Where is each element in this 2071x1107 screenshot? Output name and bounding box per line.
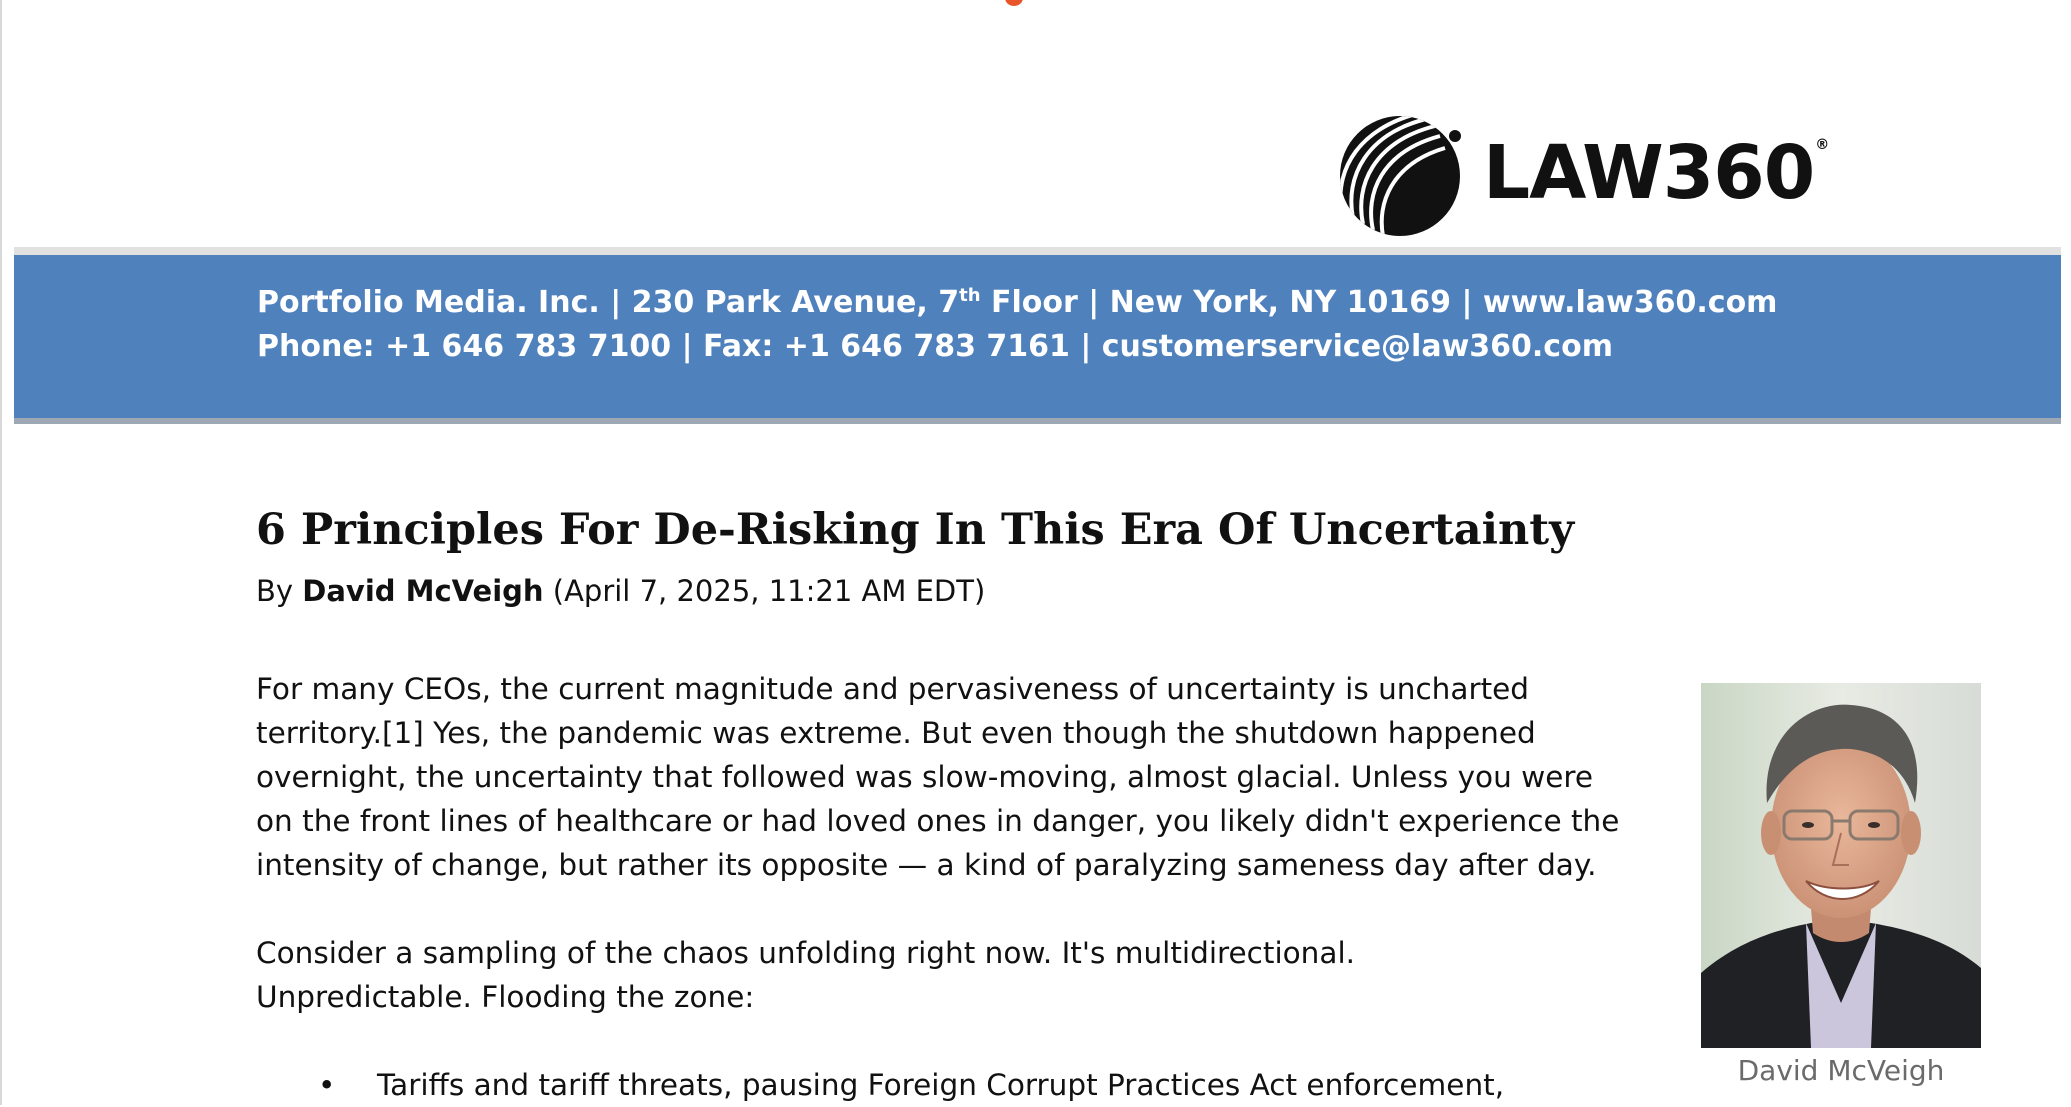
paragraph-line: overnight, the uncertainty that followed was slow-moving, almost glacial. Unless you were bbox=[256, 760, 1594, 794]
article-title: 6 Principles For De-Risking In This Era Of Uncertainty bbox=[256, 505, 1575, 555]
logo-wordmark bbox=[1483, 130, 1829, 216]
address-text-a: Portfolio Media. Inc. | 230 Park Avenue, 7 bbox=[257, 285, 960, 320]
law360-globe-icon bbox=[1335, 108, 1465, 238]
paragraph-line: territory.[1] Yes, the pandemic was extreme. But even though the shutdown happened bbox=[256, 716, 1536, 750]
paragraph-line: on the front lines of healthcare or had loved ones in danger, you likely didn't experience the bbox=[256, 804, 1620, 838]
page-top-fragment bbox=[1005, 0, 1023, 6]
page-edge bbox=[0, 0, 2, 1105]
paragraph-2 bbox=[256, 931, 1355, 1019]
paragraph-line: intensity of change, but rather its opposite — a kind of paralyzing sameness day after day. bbox=[256, 848, 1597, 882]
photo-caption: David McVeigh bbox=[1737, 1054, 1945, 1087]
contact-line-address bbox=[257, 281, 1777, 325]
paragraph-line: Consider a sampling of the chaos unfolding right now. It's multidirectional. bbox=[256, 936, 1356, 970]
address-text-b: Floor | New York, NY 10169 | www.law360.com bbox=[980, 285, 1778, 320]
contact-info bbox=[257, 281, 1777, 369]
registered-mark: ® bbox=[1815, 137, 1829, 153]
contact-header-band bbox=[14, 247, 2061, 424]
paragraph-1 bbox=[256, 667, 1619, 887]
bullet-list bbox=[256, 1063, 1504, 1107]
article-byline bbox=[256, 570, 1656, 612]
publish-date: (April 7, 2025, 11:21 AM EDT) bbox=[543, 574, 986, 608]
author-name[interactable]: David McVeigh bbox=[302, 574, 544, 608]
article bbox=[256, 496, 1656, 1102]
bullet-item: • Tariffs and tariff threats, pausing Foreign Corrupt Practices Act enforcement, bbox=[256, 1063, 1504, 1107]
logo-wordmark-text: LAW360 bbox=[1483, 130, 1815, 216]
law360-logo[interactable] bbox=[1335, 108, 1829, 238]
floor-ordinal: th bbox=[959, 285, 981, 306]
author-portrait bbox=[1701, 683, 1981, 1048]
paragraph-line: For many CEOs, the current magnitude and pervasiveness of uncertainty is uncharted bbox=[256, 672, 1530, 706]
contact-line-phone: Phone: +1 646 783 7100 | Fax: +1 646 783 7161 | customerservice@law360.com bbox=[257, 329, 1613, 364]
byline-prefix: By bbox=[256, 574, 303, 608]
paragraph-line: Unpredictable. Flooding the zone: bbox=[256, 980, 755, 1014]
